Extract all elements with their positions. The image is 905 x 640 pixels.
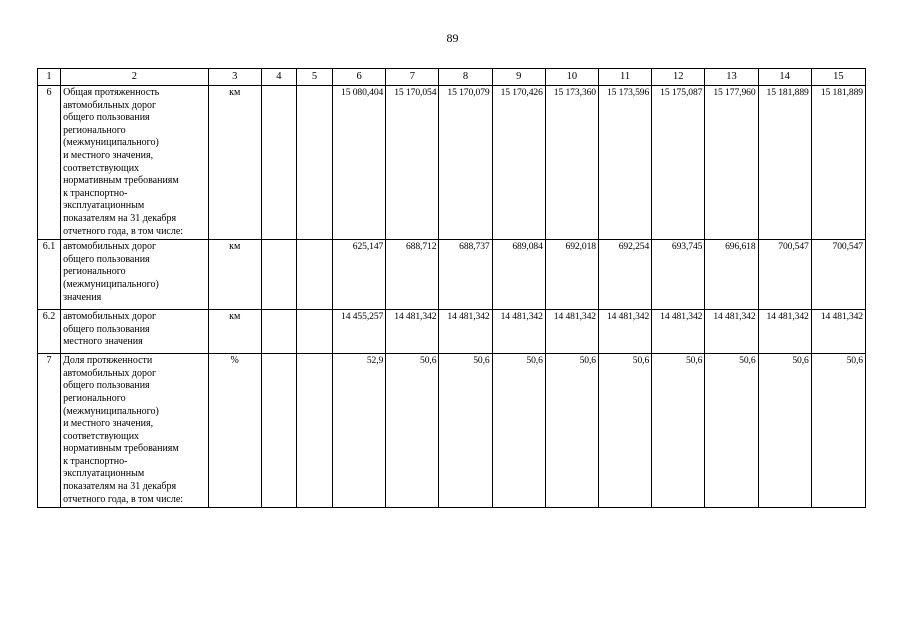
unit-cell: % [208, 354, 261, 508]
value-cell: 696,618 [705, 240, 758, 310]
value-cell: 15 181,889 [811, 86, 865, 240]
value-cell: 50,6 [705, 354, 758, 508]
value-cell: 50,6 [386, 354, 439, 508]
row-number: 7 [38, 354, 61, 508]
row-name-line: отчетного года, в том числе: [63, 493, 184, 505]
row-name-line: и местного значения, [63, 149, 154, 161]
unit-cell: км [208, 310, 261, 354]
value-cell: 14 481,342 [545, 310, 598, 354]
row-name [61, 354, 209, 508]
value-cell: 15 170,079 [439, 86, 492, 240]
row-name-line: соответствующих [63, 162, 140, 174]
row-name-line: Общая протяженность [63, 87, 160, 98]
unit-cell: км [208, 240, 261, 310]
value-cell: 50,6 [545, 354, 598, 508]
value-cell: 15 173,596 [598, 86, 651, 240]
value-cell: 14 481,342 [758, 310, 811, 354]
value-cell: 15 080,404 [333, 86, 386, 240]
value-cell: 14 481,342 [386, 310, 439, 354]
row-name-line: показателям на 31 декабря [63, 212, 177, 224]
column-number: 12 [652, 69, 705, 86]
empty-cell [261, 310, 296, 354]
table-row [38, 354, 866, 508]
row-name-line: автомобильных дорог [63, 311, 157, 323]
value-cell: 15 170,426 [492, 86, 545, 240]
column-number: 5 [296, 69, 332, 86]
value-cell: 689,084 [492, 240, 545, 310]
row-name-line: местного значения [63, 336, 143, 348]
row-name-line: общего пользования [63, 253, 150, 265]
value-cell: 14 481,342 [598, 310, 651, 354]
value-cell: 15 175,087 [652, 86, 705, 240]
row-name [61, 86, 209, 240]
row-name-line: нормативным требованиям [63, 443, 179, 455]
column-number: 7 [386, 69, 439, 86]
value-cell: 14 481,342 [811, 310, 865, 354]
value-cell: 688,737 [439, 240, 492, 310]
column-number: 2 [61, 69, 209, 86]
indicators-table [37, 68, 866, 508]
column-number: 11 [598, 69, 651, 86]
row-name-line: регионального [63, 124, 126, 136]
column-number-row [38, 69, 866, 86]
empty-cell [296, 240, 332, 310]
column-number: 3 [208, 69, 261, 86]
row-number: 6.1 [38, 240, 61, 310]
value-cell: 14 455,257 [333, 310, 386, 354]
empty-cell [296, 354, 332, 508]
column-number: 6 [333, 69, 386, 86]
value-cell: 50,6 [439, 354, 492, 508]
row-name-line: автомобильных дорог [63, 241, 157, 253]
row-name-line: к транспортно- [63, 455, 128, 467]
value-cell: 688,712 [386, 240, 439, 310]
row-name-line: автомобильных дорог [63, 99, 157, 111]
empty-cell [296, 310, 332, 354]
row-name-line: эксплуатационным [63, 200, 145, 212]
row-name-line: общего пользования [63, 323, 150, 335]
value-cell: 15 177,960 [705, 86, 758, 240]
value-cell: 50,6 [598, 354, 651, 508]
row-name-line: регионального [63, 392, 126, 404]
value-cell: 14 481,342 [492, 310, 545, 354]
row-name-line: (межмуниципального) [63, 405, 159, 417]
column-number: 15 [811, 69, 865, 86]
row-name-line: регионального [63, 266, 126, 278]
value-cell: 50,6 [492, 354, 545, 508]
value-cell: 700,547 [758, 240, 811, 310]
row-name-line: значения [63, 291, 102, 303]
column-number: 4 [261, 69, 296, 86]
row-name-line: (межмуниципального) [63, 278, 159, 290]
column-number: 8 [439, 69, 492, 86]
value-cell: 52,9 [333, 354, 386, 508]
value-cell: 15 181,889 [758, 86, 811, 240]
empty-cell [261, 354, 296, 508]
empty-cell [261, 86, 296, 240]
row-name-line: нормативным требованиям [63, 175, 179, 187]
value-cell: 14 481,342 [439, 310, 492, 354]
value-cell: 14 481,342 [705, 310, 758, 354]
row-name-line: показателям на 31 декабря [63, 481, 177, 493]
value-cell: 15 170,054 [386, 86, 439, 240]
table-row [38, 310, 866, 354]
page-number: 89 [446, 31, 459, 45]
row-number: 6.2 [38, 310, 61, 354]
table-row [38, 240, 866, 310]
row-name [61, 310, 209, 354]
value-cell: 50,6 [758, 354, 811, 508]
column-number: 9 [492, 69, 545, 86]
unit-cell: км [208, 86, 261, 240]
row-name-line: отчетного года, в том числе: [63, 225, 184, 237]
table-row [38, 86, 866, 240]
value-cell: 15 173,360 [545, 86, 598, 240]
row-name-line: эксплуатационным [63, 468, 145, 480]
row-name-line: автомобильных дорог [63, 367, 157, 379]
row-name [61, 240, 209, 310]
value-cell: 692,254 [598, 240, 651, 310]
row-name-line: соответствующих [63, 430, 140, 442]
row-name-line: общего пользования [63, 112, 150, 124]
value-cell: 14 481,342 [652, 310, 705, 354]
value-cell: 50,6 [811, 354, 865, 508]
column-number: 10 [545, 69, 598, 86]
row-number: 6 [38, 86, 61, 240]
value-cell: 700,547 [811, 240, 865, 310]
column-number: 14 [758, 69, 811, 86]
empty-cell [296, 86, 332, 240]
value-cell: 50,6 [652, 354, 705, 508]
empty-cell [261, 240, 296, 310]
row-name-line: и местного значения, [63, 418, 154, 430]
row-name-line: (межмуниципального) [63, 137, 159, 149]
row-name-line: общего пользования [63, 380, 150, 392]
column-number: 13 [705, 69, 758, 86]
column-number: 1 [38, 69, 61, 86]
value-cell: 625,147 [333, 240, 386, 310]
row-name-line: Доля протяженности [63, 355, 153, 367]
row-name-line: к транспортно- [63, 187, 128, 199]
value-cell: 692,018 [545, 240, 598, 310]
value-cell: 693,745 [652, 240, 705, 310]
